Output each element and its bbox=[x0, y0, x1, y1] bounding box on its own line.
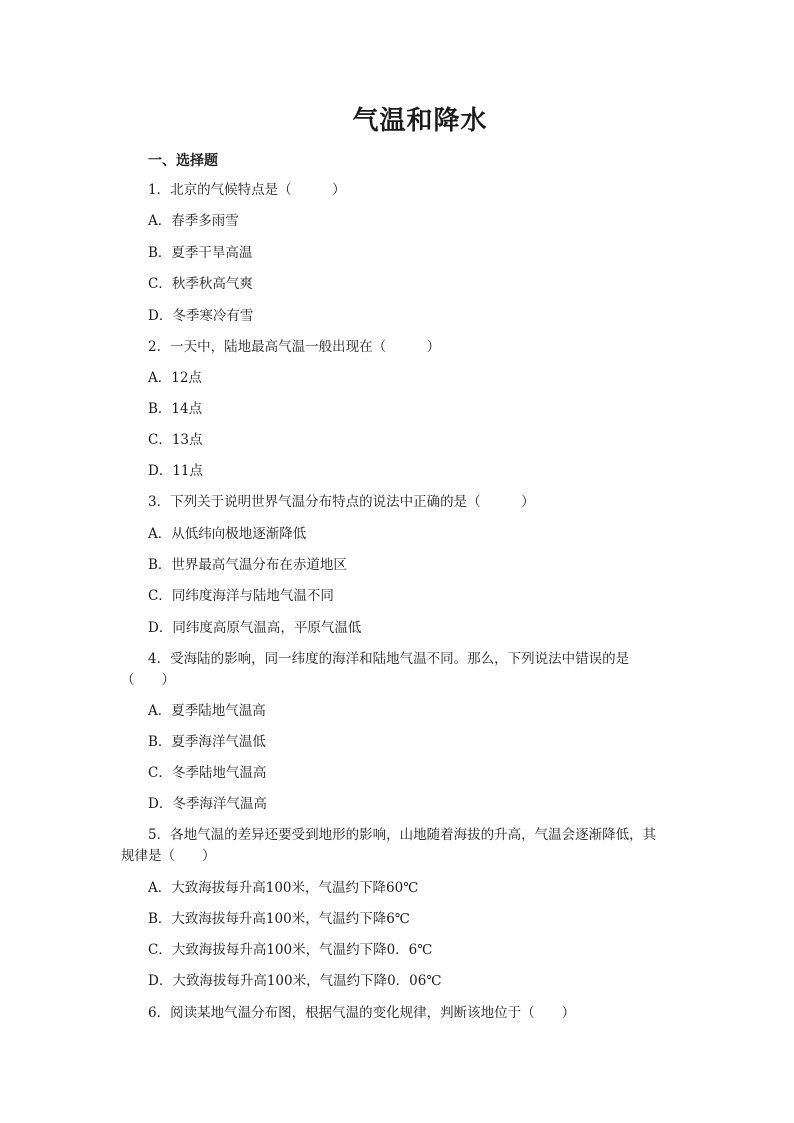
question-3-option-a: A．从低纬向极地逐渐降低 bbox=[148, 526, 307, 542]
question-4-stem: 4．受海陆的影响，同一纬度的海洋和陆地气温不同。那么，下列说法中错误的是 bbox=[148, 651, 630, 667]
question-4-option-b: B．夏季海洋气温低 bbox=[148, 734, 266, 750]
question-5-option-b: B．大致海拔每升高100米，气温约下降6℃ bbox=[148, 911, 410, 927]
question-1-option-a: A．春季多雨雪 bbox=[148, 213, 239, 229]
question-5-option-d: D．大致海拔每升高100米，气温约下降0．06℃ bbox=[148, 973, 442, 989]
question-5-option-a: A．大致海拔每升高100米，气温约下降60℃ bbox=[148, 880, 419, 896]
question-6-stem: 6．阅读某地气温分布图，根据气温的变化规律，判断该地位于（ ） bbox=[148, 1005, 576, 1021]
question-3-option-d: D．同纬度高原气温高，平原气温低 bbox=[148, 620, 362, 636]
question-2-stem: 2．一天中，陆地最高气温一般出现在（ ） bbox=[148, 339, 441, 355]
question-4-option-a: A．夏季陆地气温高 bbox=[148, 703, 266, 719]
question-2-option-c: C．13点 bbox=[148, 432, 203, 448]
question-3-stem: 3．下列关于说明世界气温分布特点的说法中正确的是（ ） bbox=[148, 494, 535, 510]
question-3-option-b: B．世界最高气温分布在赤道地区 bbox=[148, 557, 347, 573]
question-5-option-c: C．大致海拔每升高100米，气温约下降0．6℃ bbox=[148, 942, 433, 958]
question-2-option-b: B．14点 bbox=[148, 401, 203, 417]
question-5-stem-continued: 规律是（ ） bbox=[121, 848, 216, 864]
question-2-option-d: D．11点 bbox=[148, 463, 204, 479]
page-title: 气温和降水 bbox=[352, 106, 488, 136]
question-1-stem: 1．北京的气候特点是（ ） bbox=[148, 182, 346, 198]
question-1-option-d: D．冬季寒冷有雪 bbox=[148, 308, 254, 324]
question-1-option-c: C．秋季秋高气爽 bbox=[148, 276, 253, 292]
question-1-option-b: B．夏季干旱高温 bbox=[148, 245, 253, 261]
question-5-stem: 5．各地气温的差异还要受到地形的影响，山地随着海拔的升高，气温会逐渐降低，其 bbox=[148, 827, 657, 843]
section-heading: 一、选择题 bbox=[148, 153, 218, 169]
question-4-stem-continued: （ ） bbox=[121, 672, 175, 688]
question-3-option-c: C．同纬度海洋与陆地气温不同 bbox=[148, 588, 334, 604]
question-4-option-c: C．冬季陆地气温高 bbox=[148, 765, 267, 781]
question-2-option-a: A．12点 bbox=[148, 370, 202, 386]
question-4-option-d: D．冬季海洋气温高 bbox=[148, 796, 267, 812]
